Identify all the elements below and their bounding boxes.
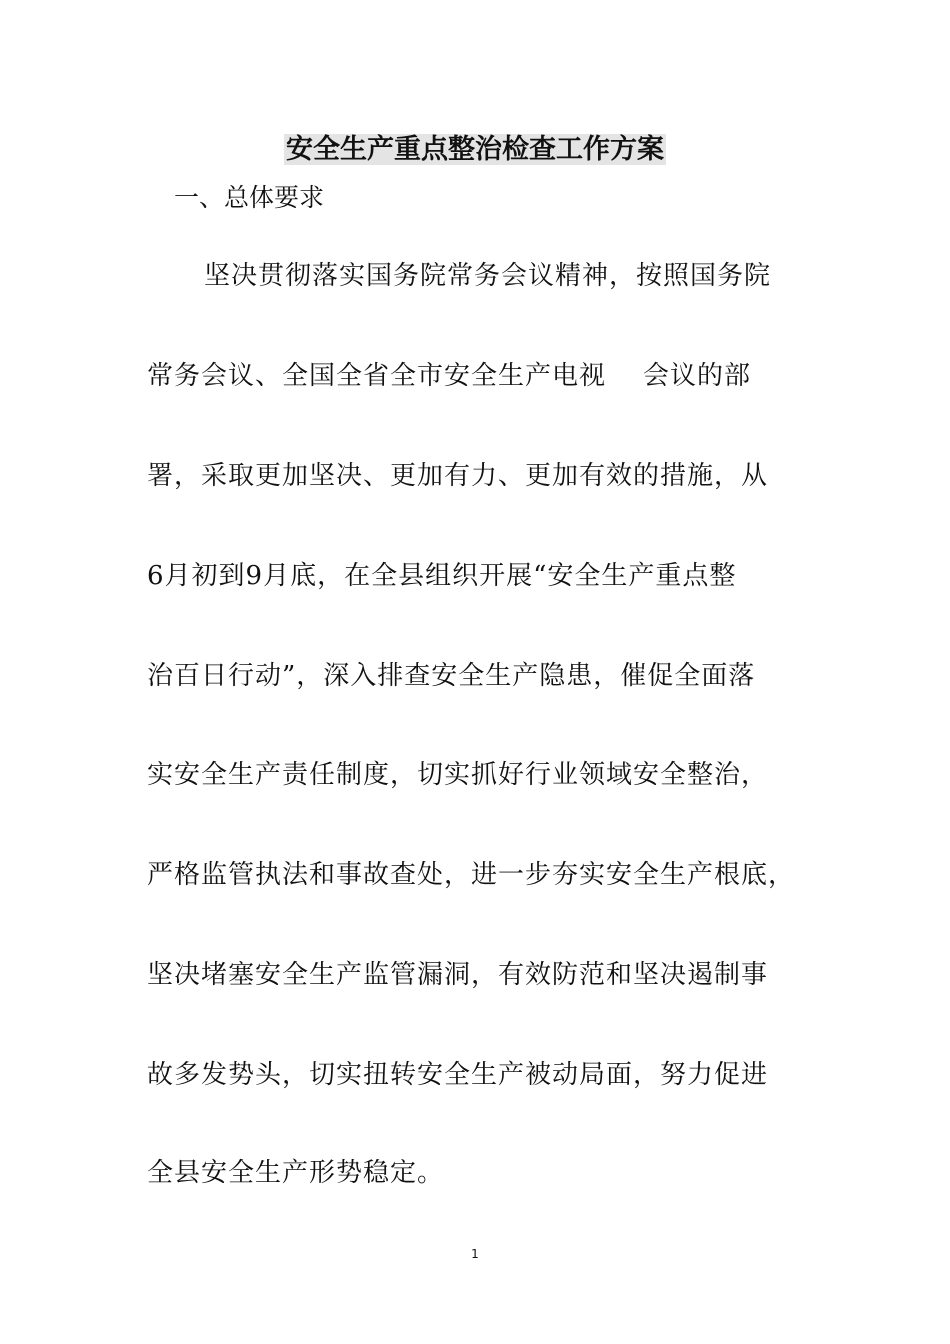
paragraph-line-7: 严格监管执法和事故查处，进一步夯实安全生产根底， [147,860,796,890]
paragraph-line-9: 故多发势头，切实扭转安全生产被动局面，努力促进 [147,1060,769,1090]
paragraph-line-10: 全县安全生产形势稳定。 [147,1158,445,1188]
paragraph-line-1: 坚决贯彻落实国务院常务会议精神，按照国务院 [204,261,772,291]
document-title [0,132,950,168]
paragraph-line-3: 署，采取更加坚决、更加有力、更加有效的措施，从 [147,461,769,491]
page-number: 1 [471,1247,479,1261]
paragraph-line-6: 实安全生产责任制度，切实抓好行业领域安全整治， [147,760,769,790]
paragraph-line-5: 治百日行动”，深入排查安全生产隐患，催促全面落 [147,661,756,691]
document-title-text: 安全生产重点整治检查工作方案 [286,134,664,165]
paragraph-line-2: 常务会议、全国全省全市安全生产电视 会议的部 [147,361,752,391]
paragraph-line-4: 6月初到9月底，在全县组织开展“安全生产重点整 [147,561,737,591]
section-heading: 一、总体要求 [174,183,325,212]
paragraph-line-8: 坚决堵塞安全生产监管漏洞，有效防范和坚决遏制事 [147,960,769,990]
